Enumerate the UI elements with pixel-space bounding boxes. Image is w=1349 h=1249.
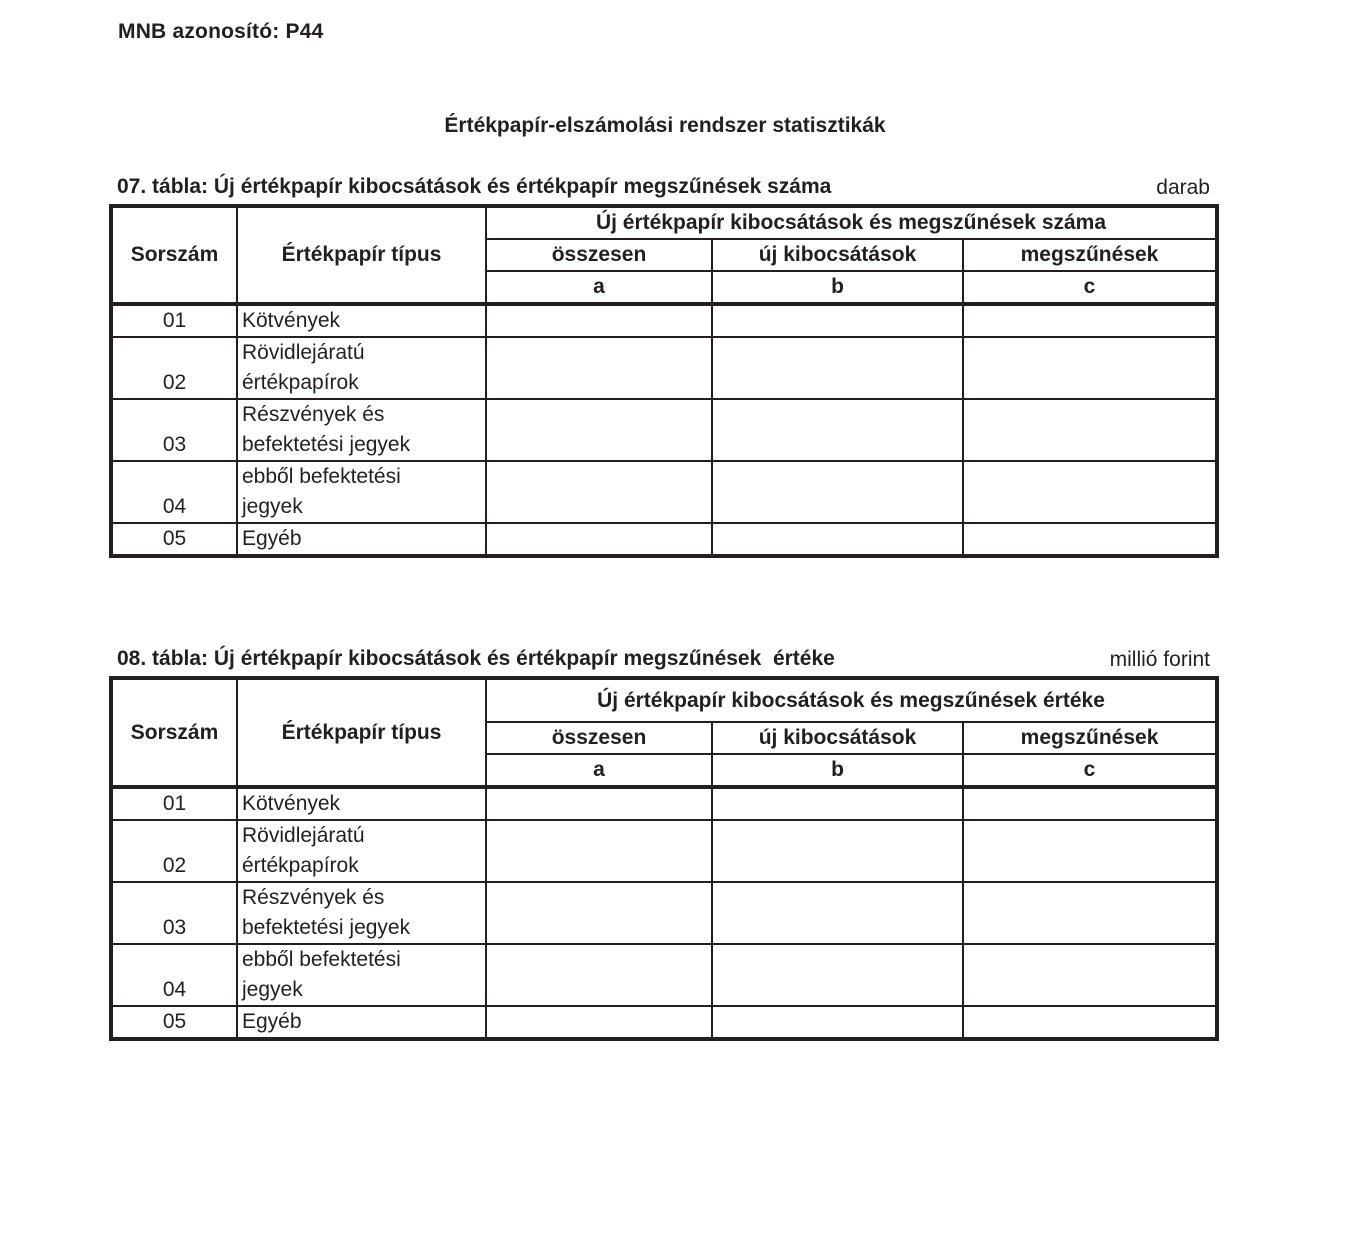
cell-a[interactable] (486, 523, 712, 556)
mnb-identifier: MNB azonosító: P44 (118, 20, 324, 43)
row-number: 02 (111, 337, 237, 399)
row-type-label: Rövidlejáratú értékpapírok (242, 824, 365, 877)
cell-a[interactable] (486, 337, 712, 399)
header-sorszam: Sorszám (111, 678, 237, 787)
cell-b[interactable] (712, 820, 963, 882)
header-letter-b: b (712, 754, 963, 787)
table-08 (109, 676, 1219, 1041)
cell-a[interactable] (486, 1006, 712, 1039)
document-title: Értékpapír-elszámolási rendszer statisztikák (444, 114, 886, 137)
cell-b[interactable] (712, 337, 963, 399)
header-letter-a: a (486, 271, 712, 304)
row-type (237, 337, 486, 399)
table-row (111, 1006, 1217, 1039)
cell-a[interactable] (486, 304, 712, 337)
table-08-caption: 08. tábla: Új értékpapír kibocsátások és értékpapír megszűnések értéke (117, 647, 835, 670)
cell-b[interactable] (712, 882, 963, 944)
table-row (111, 399, 1217, 461)
header-subcol-new: új kibocsátások (712, 722, 963, 754)
cell-a[interactable] (486, 399, 712, 461)
table-row (111, 461, 1217, 523)
row-type-label: Kötvények (242, 309, 341, 332)
header-subcol-terminated: megszűnések (963, 722, 1217, 754)
cell-a[interactable] (486, 882, 712, 944)
cell-c[interactable] (963, 1006, 1217, 1039)
cell-c[interactable] (963, 820, 1217, 882)
header-subcol-total: összesen (486, 722, 712, 754)
header-subcol-new: új kibocsátások (712, 239, 963, 271)
header-type: Értékpapír típus (237, 678, 486, 787)
row-type-label: Részvények és befektetési jegyek (242, 403, 411, 456)
row-number: 03 (111, 882, 237, 944)
row-type (237, 787, 486, 820)
row-type (237, 523, 486, 556)
row-number: 04 (111, 461, 237, 523)
row-type-label: Egyéb (242, 1010, 302, 1033)
table-row (111, 523, 1217, 556)
header-group: Új értékpapír kibocsátások és megszűnések értéke (486, 678, 1217, 722)
row-type (237, 304, 486, 337)
table-row (111, 787, 1217, 820)
cell-a[interactable] (486, 820, 712, 882)
header-subcol-terminated: megszűnések (963, 239, 1217, 271)
row-type-label: Egyéb (242, 527, 302, 550)
row-type (237, 1006, 486, 1039)
row-type (237, 882, 486, 944)
header-letter-a: a (486, 754, 712, 787)
row-type-label: Részvények és befektetési jegyek (242, 886, 411, 939)
row-type-label: Rövidlejáratú értékpapírok (242, 341, 365, 394)
cell-c[interactable] (963, 461, 1217, 523)
cell-c[interactable] (963, 337, 1217, 399)
cell-b[interactable] (712, 461, 963, 523)
cell-c[interactable] (963, 787, 1217, 820)
table-row (111, 882, 1217, 944)
row-type (237, 399, 486, 461)
table-07 (109, 204, 1219, 558)
table-07-caption: 07. tábla: Új értékpapír kibocsátások és értékpapír megszűnések száma (117, 175, 832, 198)
row-number: 03 (111, 399, 237, 461)
cell-b[interactable] (712, 399, 963, 461)
row-number: 02 (111, 820, 237, 882)
table-row (111, 944, 1217, 1006)
table-row (111, 337, 1217, 399)
cell-b[interactable] (712, 1006, 963, 1039)
row-number: 05 (111, 1006, 237, 1039)
cell-b[interactable] (712, 304, 963, 337)
row-number: 04 (111, 944, 237, 1006)
row-type (237, 461, 486, 523)
cell-c[interactable] (963, 304, 1217, 337)
table-07-unit: darab (1156, 176, 1210, 199)
row-type-label: Kötvények (242, 792, 341, 815)
header-sorszam: Sorszám (111, 206, 237, 304)
row-number: 01 (111, 787, 237, 820)
cell-a[interactable] (486, 461, 712, 523)
cell-b[interactable] (712, 523, 963, 556)
cell-a[interactable] (486, 944, 712, 1006)
table-row (111, 304, 1217, 337)
header-letter-c: c (963, 754, 1217, 787)
row-type-label: ebből befektetési jegyek (242, 948, 401, 1001)
cell-b[interactable] (712, 787, 963, 820)
row-type (237, 820, 486, 882)
cell-a[interactable] (486, 787, 712, 820)
cell-c[interactable] (963, 882, 1217, 944)
row-number: 01 (111, 304, 237, 337)
table-08-unit: millió forint (1109, 648, 1210, 671)
header-group: Új értékpapír kibocsátások és megszűnések száma (486, 206, 1217, 239)
cell-b[interactable] (712, 944, 963, 1006)
row-type-label: ebből befektetési jegyek (242, 465, 401, 518)
cell-c[interactable] (963, 399, 1217, 461)
row-type (237, 944, 486, 1006)
cell-c[interactable] (963, 944, 1217, 1006)
header-letter-c: c (963, 271, 1217, 304)
header-letter-b: b (712, 271, 963, 304)
table-row (111, 820, 1217, 882)
header-type: Értékpapír típus (237, 206, 486, 304)
header-subcol-total: összesen (486, 239, 712, 271)
cell-c[interactable] (963, 523, 1217, 556)
row-number: 05 (111, 523, 237, 556)
